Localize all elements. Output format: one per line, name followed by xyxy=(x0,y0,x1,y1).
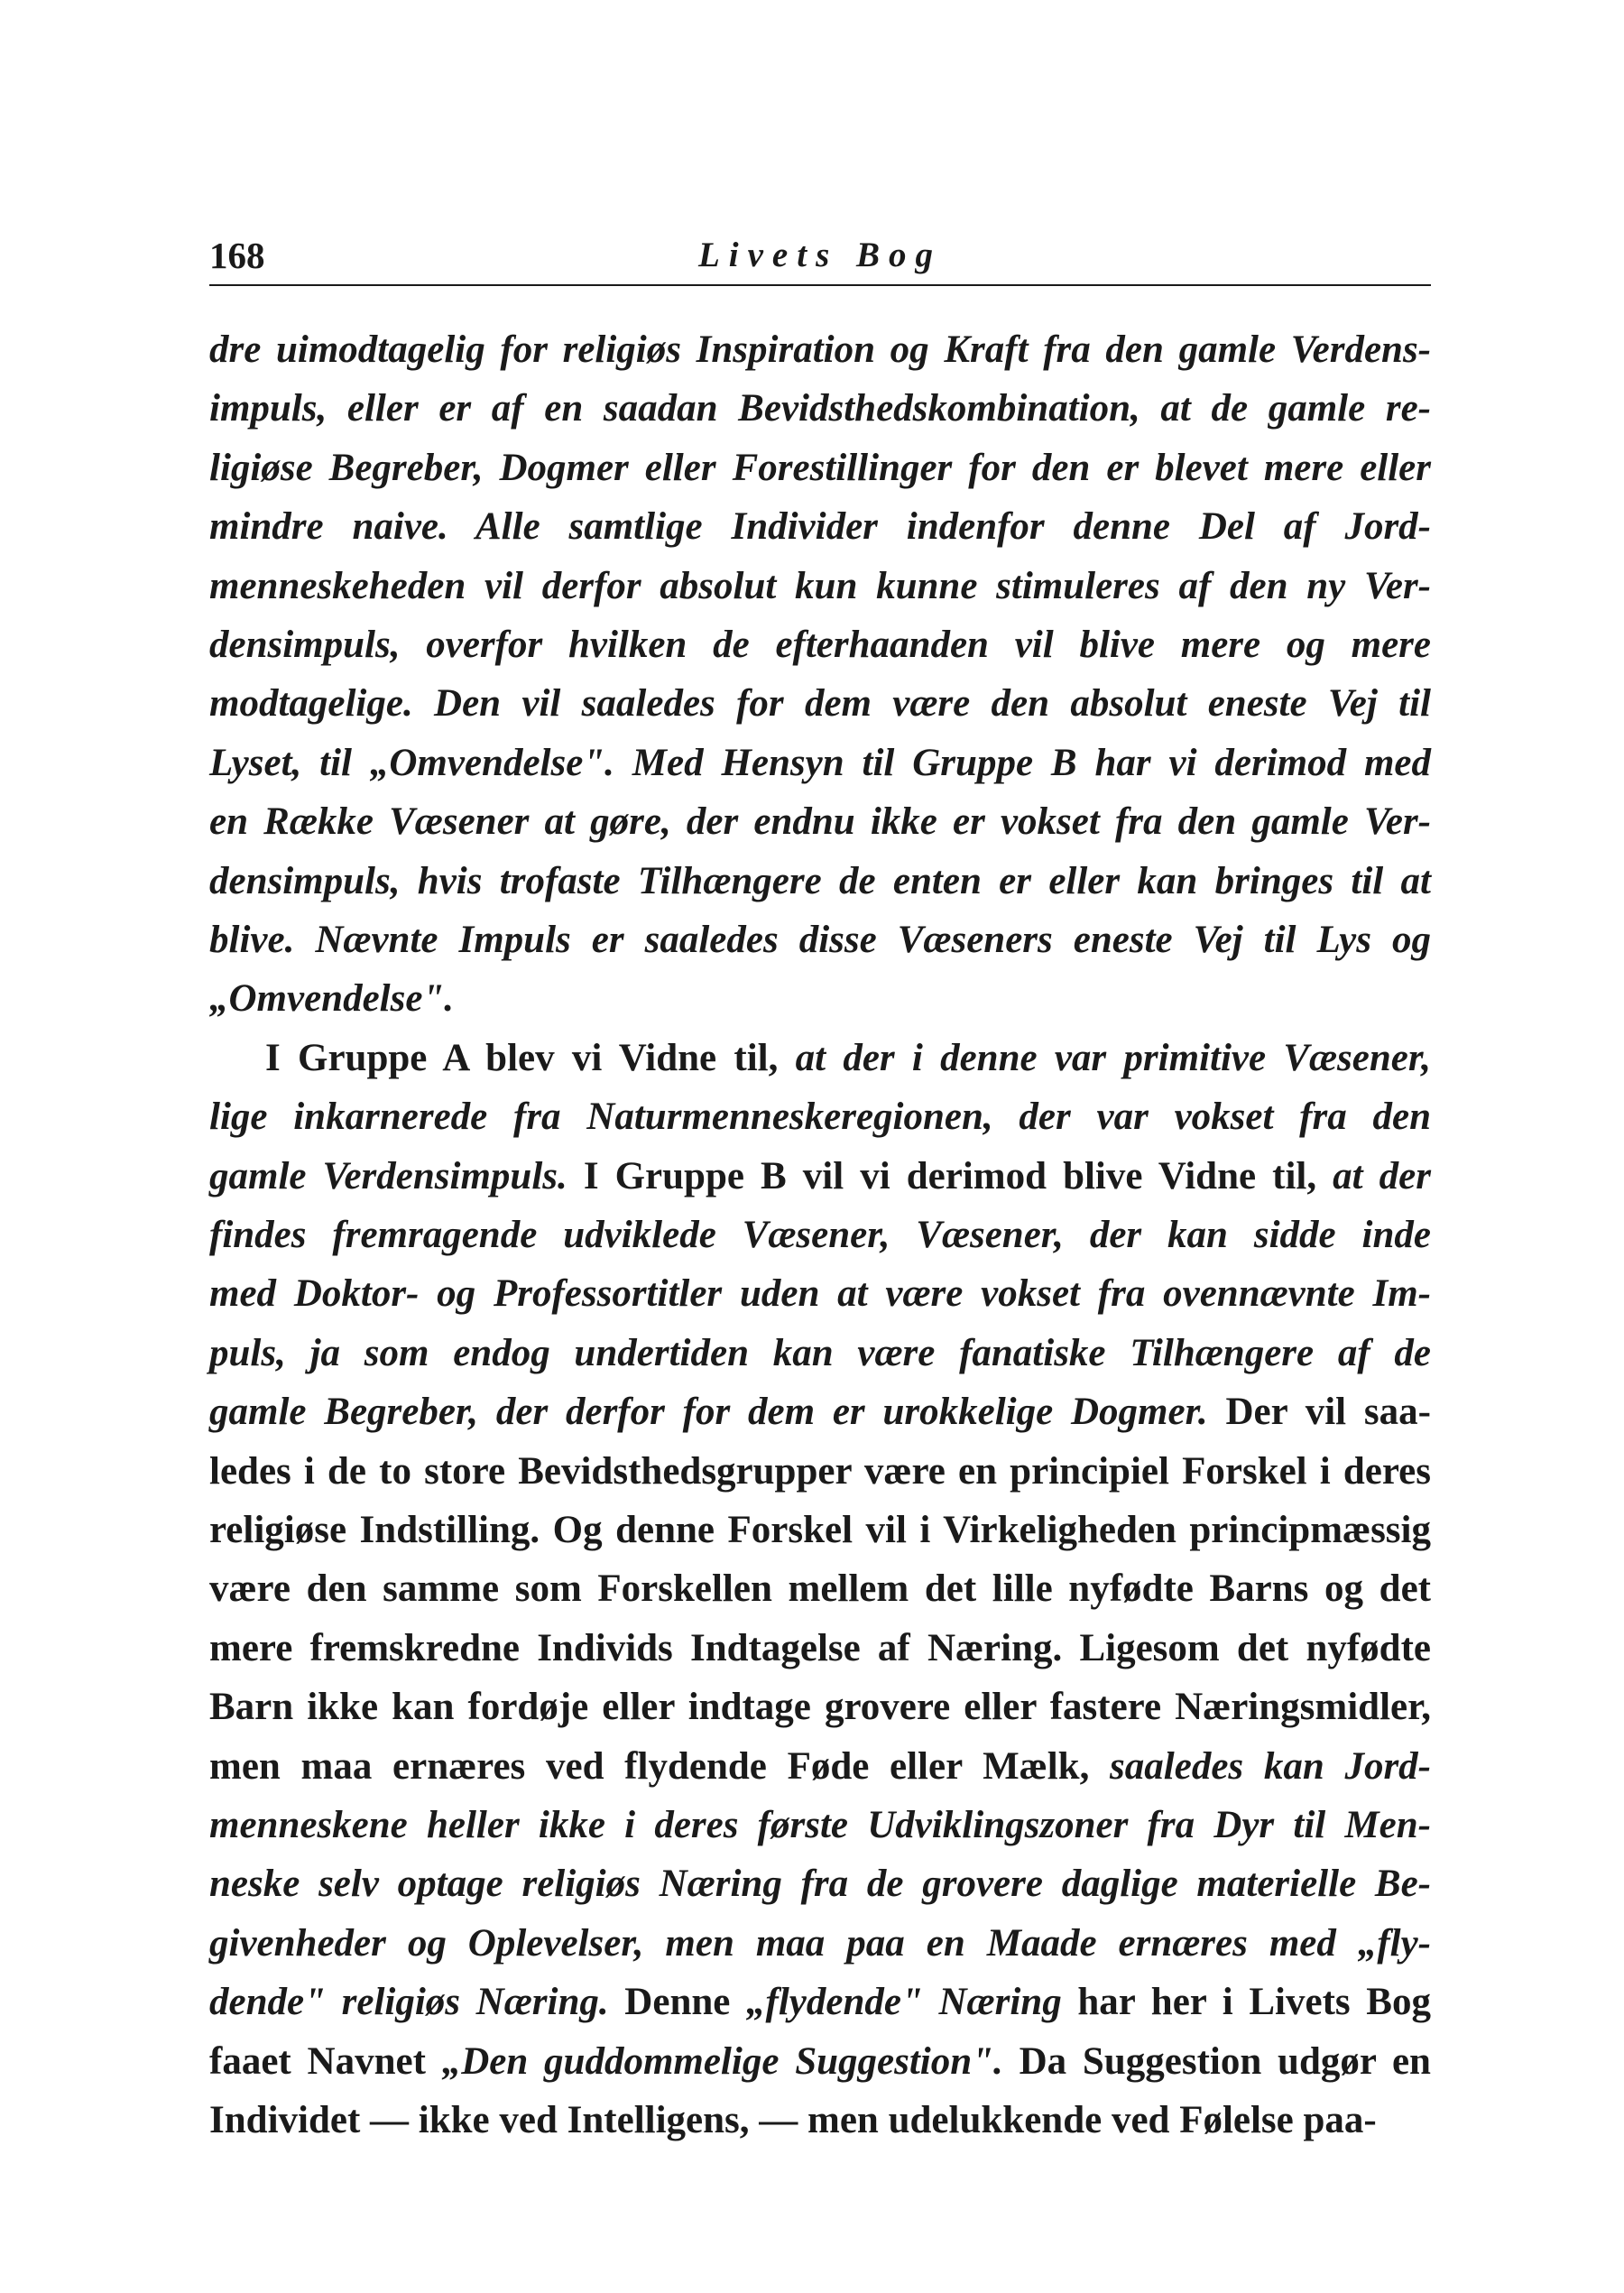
italic-text: en Række Væsener at gøre, der endnu ikke er vokset fra den gamle Ver- xyxy=(209,800,1431,844)
roman-text: Individet — ikke ved Intelligens, — men udelukkende ved Følelse paa- xyxy=(209,2099,1377,2141)
roman-text: ledes i de to store Bevidsthedsgrupper være en principiel Forskel i deres xyxy=(209,1449,1431,1493)
text-line xyxy=(209,915,1431,966)
text-line xyxy=(209,1919,1431,1969)
text-line xyxy=(209,1800,1431,1851)
italic-text: givenheder og Oplevelser, men maa paa en Maade ernæres med „fly- xyxy=(209,1921,1431,1965)
text-line xyxy=(209,1151,1431,1202)
italic-text: densimpuls, overfor hvilken de efterhaanden vil blive mere og mere xyxy=(209,624,1431,666)
italic-text: at der xyxy=(1333,1154,1431,1197)
text-line xyxy=(209,443,1431,494)
page-header xyxy=(209,230,1431,286)
text-line xyxy=(209,1092,1431,1142)
text-line xyxy=(209,1447,1431,1497)
text-line xyxy=(209,1387,1431,1438)
roman-text: har her i Livets Bog xyxy=(1061,1981,1431,2024)
text-line xyxy=(209,1328,1431,1379)
italic-text: impuls, eller er af en saadan Bevidsthedskombination, at de gamle re- xyxy=(209,387,1431,430)
text-line xyxy=(209,797,1431,847)
italic-text: gamle Verdensimpuls. xyxy=(209,1154,567,1197)
italic-text: neske selv optage religiøs Næring fra de grovere daglige materielle Be- xyxy=(209,1863,1431,1906)
italic-text: findes fremragende udviklede Væsener, Væsener, der kan sidde inde xyxy=(209,1214,1431,1256)
roman-text: mere fremskredne Individs Indtagelse af Næring. Ligesom det nyfødte xyxy=(209,1626,1431,1669)
roman-text: Barn ikke kan fordøje eller indtage grovere eller fastere Næringsmidler, xyxy=(209,1686,1431,1729)
roman-text: Da Suggestion udgør en xyxy=(1002,2039,1431,2083)
text-line xyxy=(209,561,1431,612)
text-line xyxy=(209,384,1431,434)
text-line xyxy=(209,502,1431,552)
italic-text: mindre naive. Alle samtlige Individer indenfor denne Del af Jord- xyxy=(209,505,1431,549)
italic-text: ligiøse Begreber, Dogmer eller Forestillinger for den er blevet mere eller xyxy=(209,446,1431,489)
text-line xyxy=(209,856,1431,907)
text-line xyxy=(209,1682,1431,1733)
text-line xyxy=(209,1859,1431,1909)
roman-text: faaet Navnet xyxy=(209,2039,442,2083)
text-line xyxy=(209,1210,1431,1261)
italic-text: blive. Nævnte Impuls er saaledes disse Væseners eneste Vej til Lys og xyxy=(209,919,1431,961)
italic-text: dre uimodtagelig for religiøs Inspiration og Kraft fra den gamle Verdens- xyxy=(209,328,1431,371)
text-line xyxy=(209,1269,1431,1319)
text-line xyxy=(209,1742,1431,1792)
italic-text: gamle Begreber, der derfor for dem er urokkelige Dogmer. xyxy=(209,1391,1208,1434)
text-line xyxy=(209,1977,1431,2028)
italic-text: „Omvendelse". xyxy=(209,977,455,1021)
text-line xyxy=(209,679,1431,729)
roman-text: I Gruppe B vil vi derimod blive Vidne til, xyxy=(567,1154,1333,1197)
roman-text: men maa ernæres ved flydende Føde eller Mælk, xyxy=(209,1744,1111,1788)
italic-text: densimpuls, hvis trofaste Tilhængere de enten er eller kan bringes til at xyxy=(209,859,1431,902)
italic-text: saaledes kan Jord- xyxy=(1110,1744,1431,1788)
text-line xyxy=(209,974,1431,1024)
italic-text: puls, ja som endog undertiden kan være fanatiske Tilhængere af de xyxy=(209,1331,1431,1374)
italic-text: „Den guddommelige Suggestion". xyxy=(441,2039,1003,2083)
roman-text: I Gruppe A blev vi Vidne til, xyxy=(265,1036,796,1079)
text-line xyxy=(209,2037,1431,2087)
text-line xyxy=(209,620,1431,670)
italic-text: lige inkarnerede fra Naturmenneskeregionen, der var vokset fra den xyxy=(209,1096,1431,1139)
running-title: Livets Bog xyxy=(697,236,943,274)
text-line xyxy=(209,738,1431,789)
italic-text: dende" religiøs Næring. xyxy=(209,1981,609,2024)
page-number: 168 xyxy=(209,235,265,276)
text-line xyxy=(209,2095,1431,2146)
italic-text: menneskeheden vil derfor absolut kun kunne stimuleres af den ny Ver- xyxy=(209,564,1431,607)
italic-text: Lyset, til „Omvendelse". Med Hensyn til Gruppe B har vi derimod med xyxy=(209,741,1431,784)
italic-text: menneskene heller ikke i deres første Udviklingszoner fra Dyr til Men- xyxy=(209,1804,1431,1846)
roman-text: Denne xyxy=(608,1981,747,2024)
italic-text: at der i denne var primitive Væsener, xyxy=(795,1036,1431,1079)
text-line xyxy=(209,1564,1431,1614)
italic-text: med Doktor- og Professortitler uden at være vokset fra ovennævnte Im- xyxy=(209,1272,1431,1316)
text-line xyxy=(209,1505,1431,1556)
italic-text: „flydende" Næring xyxy=(746,1981,1062,2024)
header-rule xyxy=(209,284,1431,286)
text-line xyxy=(209,1623,1431,1674)
roman-text: være den samme som Forskellen mellem det lille nyfødte Barns og det xyxy=(209,1567,1431,1611)
roman-text: religiøse Indstilling. Og denne Forskel vil i Virkeligheden principmæssig xyxy=(209,1509,1431,1551)
italic-text: modtagelige. Den vil saaledes for dem være den absolut eneste Vej til xyxy=(209,682,1431,726)
roman-text: Der vil saa- xyxy=(1207,1391,1431,1434)
text-line xyxy=(209,325,1431,375)
text-line xyxy=(209,1033,1431,1084)
